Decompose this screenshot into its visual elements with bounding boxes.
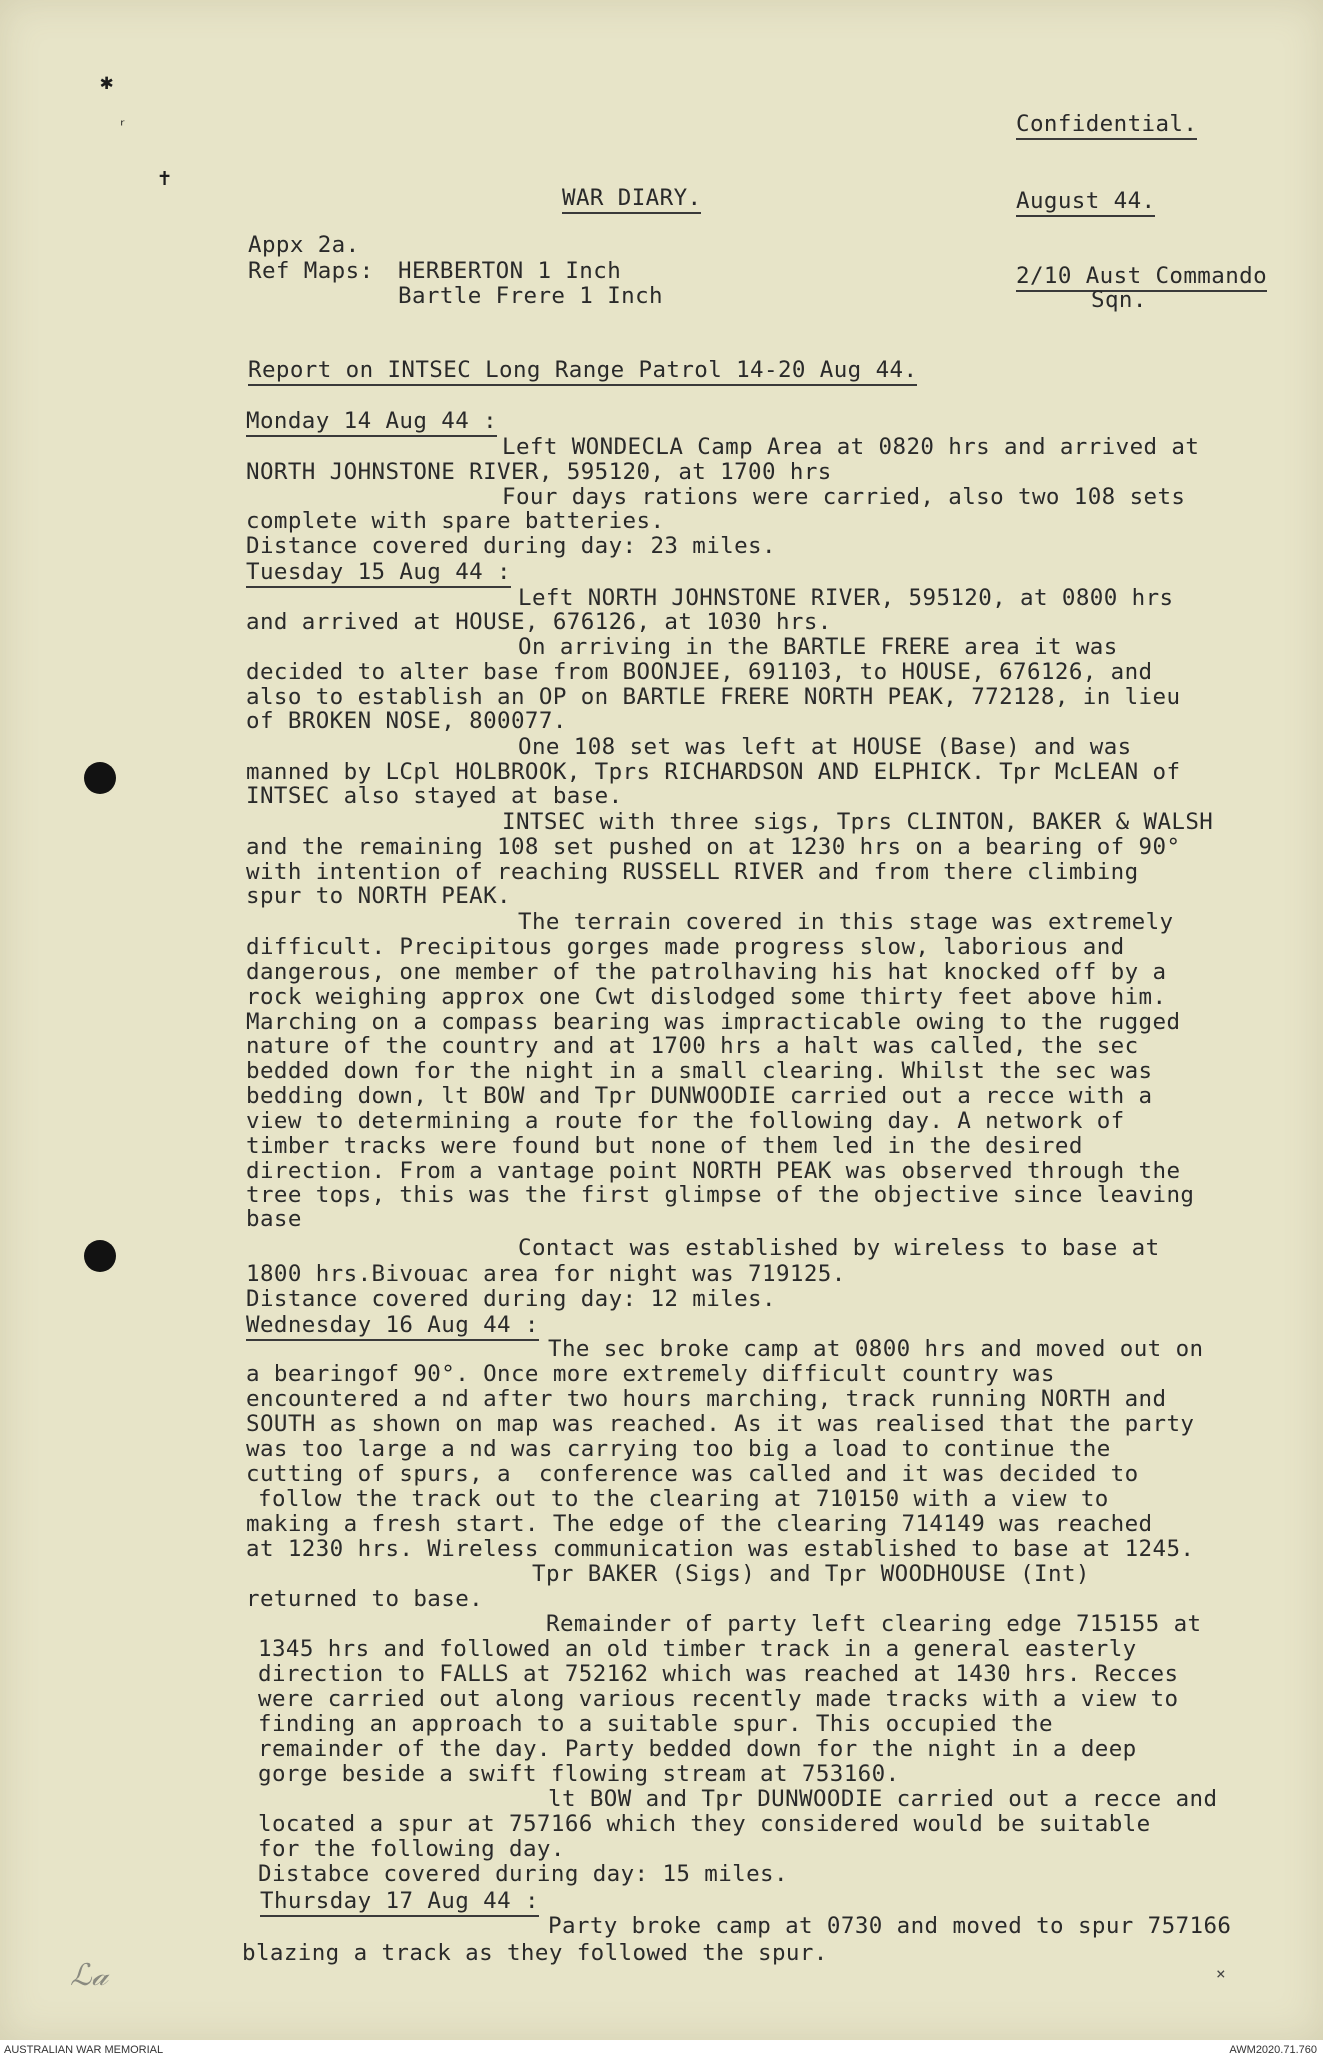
footer-accession-number: AWM2020.71.760	[1229, 2044, 1317, 2056]
unit-name: 2/10 Aust Commando	[1016, 264, 1267, 292]
body-line: tree tops, this was the first glimpse of the objective since leaving	[246, 1182, 1195, 1208]
body-line: difficult. Precipitous gorges made progress slow, laborious and	[246, 934, 1125, 960]
body-line: The sec broke camp at 0800 hrs and moved out on	[548, 1336, 1204, 1362]
body-line: was too large a nd was carrying too big a load to continue the	[246, 1436, 1111, 1462]
ref-map-2: Bartle Frere 1 Inch	[398, 283, 663, 309]
day-heading-thursday: Thursday 17 Aug 44 :	[260, 1889, 539, 1917]
body-line: On arriving in the BARTLE FRERE area it was	[518, 634, 1118, 660]
ref-map-1: HERBERTON 1 Inch	[398, 258, 622, 284]
day-heading-wednesday: Wednesday 16 Aug 44 :	[246, 1313, 539, 1341]
body-line: The terrain covered in this stage was extremely	[518, 909, 1174, 935]
body-line: complete with spare batteries.	[246, 508, 665, 534]
body-line: 1345 hrs and followed an old timber track in a general easterly	[258, 1636, 1137, 1662]
body-line: and the remaining 108 set pushed on at 1230 hrs on a bearing of 90°	[246, 834, 1181, 860]
body-line: Four days rations were carried, also two 108 sets	[502, 484, 1186, 510]
body-line: NORTH JOHNSTONE RIVER, 595120, at 1700 hrs	[246, 459, 832, 485]
body-line: for the following day.	[258, 1836, 565, 1862]
body-line: at 1230 hrs. Wireless communication was established to base at 1245.	[246, 1536, 1195, 1562]
body-line: Distabce covered during day: 15 miles.	[258, 1861, 788, 1887]
punch-hole	[84, 762, 116, 794]
punch-hole	[84, 1240, 116, 1272]
body-line: Left WONDECLA Camp Area at 0820 hrs and arrived at	[502, 434, 1200, 460]
body-line: of BROKEN NOSE, 800077.	[246, 708, 567, 734]
body-line: Party broke camp at 0730 and moved to spur 757166	[548, 1913, 1232, 1939]
body-line: cutting of spurs, a conference was called and it was decided to	[246, 1461, 1139, 1487]
body-line: decided to alter base from BOONJEE, 691103, to HOUSE, 676126, and	[246, 659, 1153, 685]
document-title: WAR DIARY.	[562, 186, 701, 214]
body-line: direction. From a vantage point NORTH PEAK was observed through the	[246, 1158, 1181, 1184]
body-line: were carried out along various recently made tracks with a view to	[258, 1686, 1179, 1712]
body-line: lt BOW and Tpr DUNWOODIE carried out a recce and	[548, 1786, 1218, 1812]
body-line: INTSEC with three sigs, Tprs CLINTON, BAKER & WALSH	[502, 809, 1214, 835]
body-line: INTSEC also stayed at base.	[246, 783, 623, 809]
body-line: nature of the country and at 1700 hrs a halt was called, the sec	[246, 1033, 1139, 1059]
body-line: Tpr BAKER (Sigs) and Tpr WOODHOUSE (Int)	[532, 1561, 1090, 1587]
unit-name-cont: Sqn.	[1091, 287, 1147, 313]
body-line: manned by LCpl HOLBROOK, Tprs RICHARDSON AND ELPHICK. Tpr McLEAN of	[246, 759, 1181, 785]
body-line: bedding down, lt BOW and Tpr DUNWOODIE carried out a recce with a	[246, 1083, 1153, 1109]
appendix-label: Appx 2a.	[248, 232, 360, 258]
day-heading-tuesday: Tuesday 15 Aug 44 :	[246, 560, 511, 588]
body-line: a bearingof 90°. Once more extremely difficult country was	[246, 1361, 1055, 1387]
body-line: returned to base.	[246, 1586, 484, 1612]
body-line: located a spur at 757166 which they considered would be suitable	[258, 1811, 1151, 1837]
body-line: Contact was established by wireless to base at	[518, 1235, 1160, 1261]
body-line: encountered a nd after two hours marching, track running NORTH and	[246, 1386, 1167, 1412]
body-line: with intention of reaching RUSSELL RIVER and from there climbing	[246, 859, 1139, 885]
ink-mark: ✝	[158, 166, 172, 191]
body-line: dangerous, one member of the patrolhaving his hat knocked off by a	[246, 959, 1167, 985]
body-line: Distance covered during day: 23 miles.	[246, 533, 776, 559]
body-line: follow the track out to the clearing at 710150 with a view to	[258, 1486, 1109, 1512]
body-line: also to establish an OP on BARTLE FRERE NORTH PEAK, 772128, in lieu	[246, 684, 1181, 710]
body-line: One 108 set was left at HOUSE (Base) and was	[518, 734, 1132, 760]
body-line: Distance covered during day: 12 miles.	[246, 1286, 776, 1312]
body-line: Remainder of party left clearing edge 715155 at	[546, 1611, 1202, 1637]
report-title: Report on INTSEC Long Range Patrol 14-20 Aug 44.	[248, 358, 917, 386]
ink-mark: ×	[1216, 1964, 1226, 1983]
body-line: blazing a track as they followed the spur.	[242, 1940, 828, 1966]
pencil-annotation: ℒ𝒶	[70, 1958, 109, 1993]
body-line: gorge beside a swift flowing stream at 753160.	[258, 1761, 900, 1787]
body-line: rock weighing approx one Cwt dislodged some thirty feet above him.	[246, 984, 1167, 1010]
body-line: SOUTH as shown on map was reached. As it was realised that the party	[246, 1411, 1195, 1437]
ref-maps-label: Ref Maps:	[248, 258, 374, 284]
ink-mark: ʳ	[118, 116, 128, 135]
body-line: view to determining a route for the following day. A network of	[246, 1108, 1125, 1134]
body-line: making a fresh start. The edge of the clearing 714149 was reached	[246, 1511, 1153, 1537]
body-line: 1800 hrs.Bivouac area for night was 719125.	[246, 1261, 846, 1287]
ink-mark: ✱	[100, 70, 114, 95]
day-heading-monday: Monday 14 Aug 44 :	[246, 409, 497, 437]
body-line: and arrived at HOUSE, 676126, at 1030 hrs.	[246, 609, 832, 635]
body-line: direction to FALLS at 752162 which was reached at 1430 hrs. Recces	[258, 1661, 1179, 1687]
body-line: finding an approach to a suitable spur. This occupied the	[258, 1711, 1053, 1737]
body-line: remainder of the day. Party bedded down for the night in a deep	[258, 1736, 1137, 1762]
body-line: bedded down for the night in a small clearing. Whilst the sec was	[246, 1058, 1153, 1084]
body-line: Left NORTH JOHNSTONE RIVER, 595120, at 0800 hrs	[518, 585, 1174, 611]
diary-date: August 44.	[1016, 189, 1155, 217]
confidential-mark: Confidential.	[1016, 112, 1197, 140]
body-line: Marching on a compass bearing was impracticable owing to the rugged	[246, 1009, 1181, 1035]
footer-institution: AUSTRALIAN WAR MEMORIAL	[4, 2044, 164, 2056]
body-line: spur to NORTH PEAK.	[246, 883, 511, 909]
body-line: timber tracks were found but none of them led in the desired	[246, 1133, 1083, 1159]
body-line: base	[246, 1206, 302, 1232]
archive-footer	[0, 2040, 1323, 2061]
